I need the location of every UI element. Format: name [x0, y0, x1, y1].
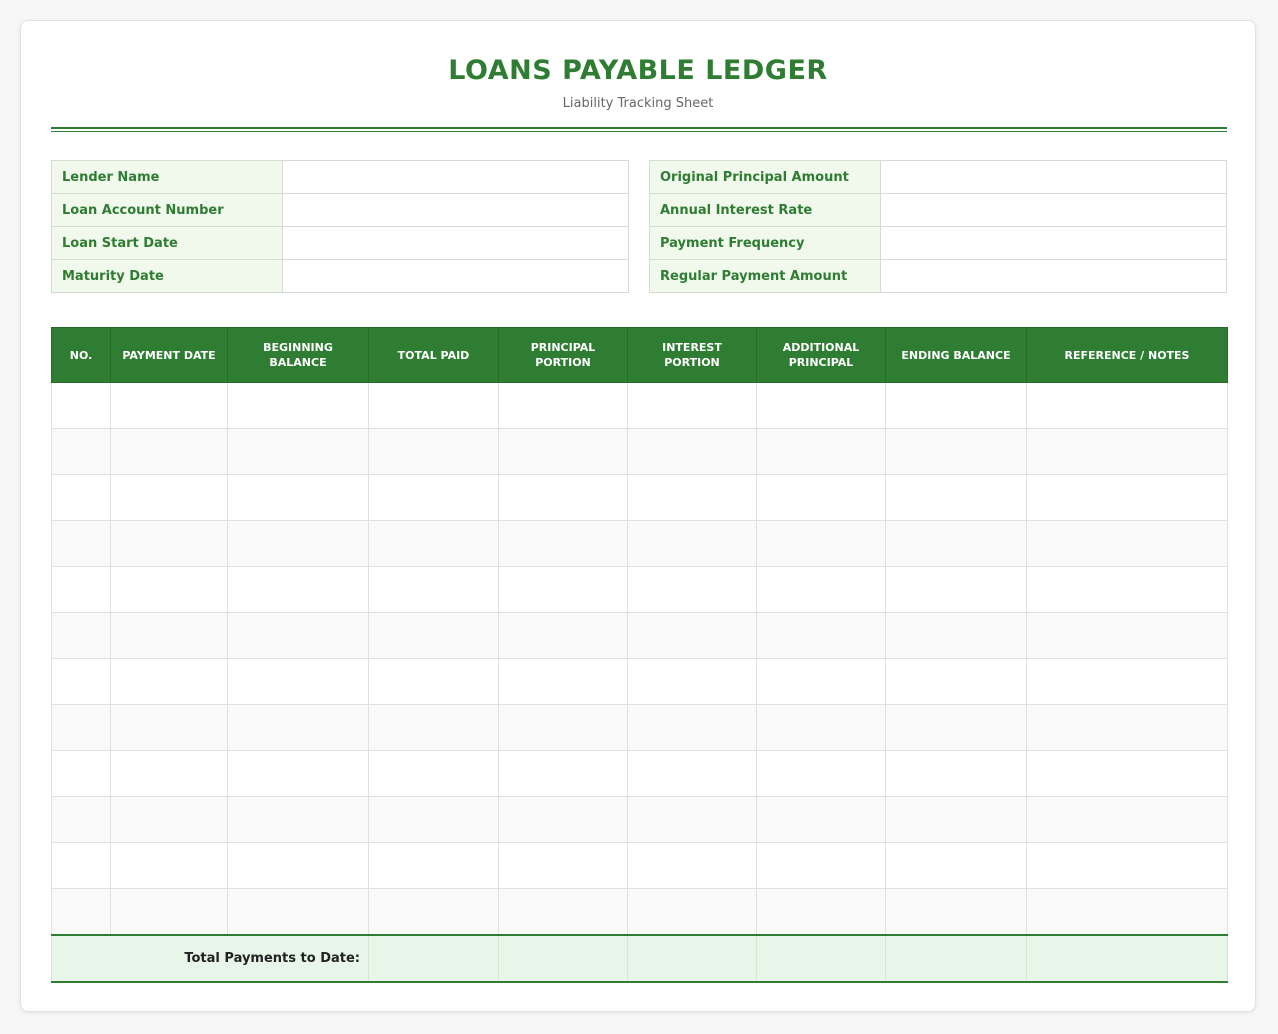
- ledger-cell[interactable]: [369, 797, 499, 843]
- total-cell[interactable]: [628, 935, 757, 982]
- ledger-cell[interactable]: [111, 613, 228, 659]
- annual-interest-rate-field[interactable]: [881, 194, 1227, 227]
- maturity-date-label: Maturity Date: [52, 260, 283, 293]
- ledger-cell[interactable]: [886, 843, 1027, 889]
- info-row: [52, 227, 629, 260]
- annual-interest-rate-label: Annual Interest Rate: [650, 194, 881, 227]
- table-row: [52, 613, 1228, 659]
- ledger-cell[interactable]: [499, 475, 628, 521]
- ledger-cell[interactable]: [628, 797, 757, 843]
- ledger-cell[interactable]: [628, 843, 757, 889]
- ledger-cell[interactable]: [228, 475, 369, 521]
- col-header-ending-balance: ENDING BALANCE: [886, 328, 1027, 383]
- ledger-cell[interactable]: [757, 705, 886, 751]
- ledger-cell[interactable]: [369, 751, 499, 797]
- col-header-additional-principal: ADDITIONAL PRINCIPAL: [757, 328, 886, 383]
- loan-start-date-label: Loan Start Date: [52, 227, 283, 260]
- ledger-cell[interactable]: [52, 613, 111, 659]
- ledger-cell[interactable]: [757, 567, 886, 613]
- col-header-reference-notes: REFERENCE / NOTES: [1027, 328, 1228, 383]
- info-row: [52, 194, 629, 227]
- ledger-cell[interactable]: [228, 613, 369, 659]
- ledger-cell[interactable]: [52, 429, 111, 475]
- ledger-cell[interactable]: [369, 521, 499, 567]
- ledger-cell[interactable]: [369, 383, 499, 429]
- ledger-cell[interactable]: [628, 613, 757, 659]
- ledger-cell[interactable]: [757, 797, 886, 843]
- ledger-cell[interactable]: [628, 429, 757, 475]
- ledger-cell[interactable]: [52, 567, 111, 613]
- ledger-cell[interactable]: [499, 659, 628, 705]
- ledger-cell[interactable]: [52, 659, 111, 705]
- ledger-cell[interactable]: [757, 889, 886, 935]
- ledger-header-row: [52, 328, 1228, 383]
- col-header-beginning-balance: BEGINNING BALANCE: [228, 328, 369, 383]
- ledger-cell[interactable]: [369, 705, 499, 751]
- table-row: [52, 751, 1228, 797]
- ledger-cell[interactable]: [228, 659, 369, 705]
- info-row: [650, 161, 1227, 194]
- ledger-cell[interactable]: [628, 383, 757, 429]
- ledger-cell[interactable]: [369, 659, 499, 705]
- ledger-cell[interactable]: [228, 797, 369, 843]
- total-cell[interactable]: [499, 935, 628, 982]
- ledger-cell[interactable]: [628, 475, 757, 521]
- ledger-cell[interactable]: [111, 797, 228, 843]
- table-row: [52, 705, 1228, 751]
- loan-info-left: [51, 160, 629, 293]
- header-divider: [51, 127, 1227, 129]
- info-row: [650, 194, 1227, 227]
- ledger-cell[interactable]: [886, 751, 1027, 797]
- table-row: [52, 475, 1228, 521]
- ledger-cell[interactable]: [499, 383, 628, 429]
- ledger-cell[interactable]: [369, 429, 499, 475]
- col-header-total-paid: TOTAL PAID: [369, 328, 499, 383]
- ledger-cell[interactable]: [1027, 429, 1228, 475]
- ledger-cell[interactable]: [886, 705, 1027, 751]
- ledger-cell[interactable]: [111, 383, 228, 429]
- ledger-cell[interactable]: [111, 429, 228, 475]
- table-row: [52, 889, 1228, 935]
- ledger-cell[interactable]: [369, 889, 499, 935]
- ledger-cell[interactable]: [52, 751, 111, 797]
- ledger-cell[interactable]: [886, 797, 1027, 843]
- ledger-cell[interactable]: [369, 843, 499, 889]
- ledger-cell[interactable]: [886, 475, 1027, 521]
- ledger-cell[interactable]: [1027, 797, 1228, 843]
- header-divider-thin: [51, 131, 1227, 132]
- ledger-cell[interactable]: [499, 613, 628, 659]
- ledger-cell[interactable]: [111, 889, 228, 935]
- ledger-cell[interactable]: [1027, 475, 1228, 521]
- ledger-cell[interactable]: [628, 751, 757, 797]
- ledger-cell[interactable]: [499, 521, 628, 567]
- info-row: [52, 260, 629, 293]
- col-header-payment-date: PAYMENT DATE: [111, 328, 228, 383]
- ledger-cell[interactable]: [52, 521, 111, 567]
- page-title: LOANS PAYABLE LEDGER: [448, 55, 828, 86]
- ledger-cell[interactable]: [499, 705, 628, 751]
- ledger-cell[interactable]: [111, 567, 228, 613]
- ledger-cell[interactable]: [1027, 751, 1228, 797]
- total-cell[interactable]: [886, 935, 1027, 982]
- original-principal-label: Original Principal Amount: [650, 161, 881, 194]
- col-header-interest-portion: INTEREST PORTION: [628, 328, 757, 383]
- totals-row: [52, 935, 1228, 982]
- ledger-cell[interactable]: [52, 797, 111, 843]
- loan-account-number-field[interactable]: [283, 194, 629, 227]
- totals-label: Total Payments to Date:: [52, 935, 369, 982]
- ledger-cell[interactable]: [228, 429, 369, 475]
- ledger-cell[interactable]: [111, 475, 228, 521]
- ledger-cell[interactable]: [499, 429, 628, 475]
- table-row: [52, 659, 1228, 705]
- payment-frequency-label: Payment Frequency: [650, 227, 881, 260]
- ledger-cell[interactable]: [757, 475, 886, 521]
- ledger-cell[interactable]: [757, 751, 886, 797]
- ledger-cell[interactable]: [1027, 705, 1228, 751]
- info-row: [52, 161, 629, 194]
- ledger-cell[interactable]: [52, 475, 111, 521]
- ledger-cell[interactable]: [228, 889, 369, 935]
- ledger-cell[interactable]: [111, 751, 228, 797]
- ledger-cell[interactable]: [52, 383, 111, 429]
- ledger-cell[interactable]: [52, 705, 111, 751]
- ledger-cell[interactable]: [886, 383, 1027, 429]
- ledger-cell[interactable]: [369, 567, 499, 613]
- ledger-cell[interactable]: [1027, 521, 1228, 567]
- original-principal-field[interactable]: [881, 161, 1227, 194]
- ledger-cell[interactable]: [757, 613, 886, 659]
- col-header-no: NO.: [52, 328, 111, 383]
- ledger-cell[interactable]: [369, 475, 499, 521]
- ledger-cell[interactable]: [1027, 843, 1228, 889]
- total-cell[interactable]: [757, 935, 886, 982]
- ledger-cell[interactable]: [886, 521, 1027, 567]
- ledger-cell[interactable]: [757, 521, 886, 567]
- lender-name-field[interactable]: [283, 161, 629, 194]
- table-row: [52, 567, 1228, 613]
- payment-frequency-field[interactable]: [881, 227, 1227, 260]
- ledger-cell[interactable]: [499, 843, 628, 889]
- table-row: [52, 429, 1228, 475]
- ledger-cell[interactable]: [757, 843, 886, 889]
- ledger-cell[interactable]: [628, 521, 757, 567]
- maturity-date-field[interactable]: [283, 260, 629, 293]
- ledger-cell[interactable]: [111, 843, 228, 889]
- ledger-cell[interactable]: [886, 613, 1027, 659]
- ledger-cell[interactable]: [369, 613, 499, 659]
- ledger-cell[interactable]: [628, 705, 757, 751]
- table-row: [52, 383, 1228, 429]
- ledger-cell[interactable]: [1027, 383, 1228, 429]
- loan-start-date-field[interactable]: [283, 227, 629, 260]
- table-row: [52, 797, 1228, 843]
- ledger-cell[interactable]: [52, 843, 111, 889]
- regular-payment-label: Regular Payment Amount: [650, 260, 881, 293]
- ledger-cell[interactable]: [111, 659, 228, 705]
- page-subtitle: Liability Tracking Sheet: [562, 96, 714, 111]
- ledger-cell[interactable]: [886, 889, 1027, 935]
- table-row: [52, 521, 1228, 567]
- ledger-cell[interactable]: [499, 889, 628, 935]
- ledger-cell[interactable]: [757, 429, 886, 475]
- regular-payment-field[interactable]: [881, 260, 1227, 293]
- ledger-cell[interactable]: [628, 659, 757, 705]
- ledger-cell[interactable]: [52, 889, 111, 935]
- ledger-cell[interactable]: [228, 843, 369, 889]
- ledger-cell[interactable]: [886, 429, 1027, 475]
- ledger-cell[interactable]: [228, 383, 369, 429]
- info-row: [650, 260, 1227, 293]
- total-cell[interactable]: [1027, 935, 1228, 982]
- ledger-cell[interactable]: [499, 567, 628, 613]
- total-cell[interactable]: [369, 935, 499, 982]
- ledger-cell[interactable]: [228, 751, 369, 797]
- ledger-cell[interactable]: [499, 751, 628, 797]
- ledger-cell[interactable]: [228, 567, 369, 613]
- info-row: [650, 227, 1227, 260]
- ledger-cell[interactable]: [1027, 659, 1228, 705]
- ledger-cell[interactable]: [228, 521, 369, 567]
- ledger-sheet: [20, 20, 1256, 1012]
- col-header-principal-portion: PRINCIPAL PORTION: [499, 328, 628, 383]
- loan-account-number-label: Loan Account Number: [52, 194, 283, 227]
- ledger-cell[interactable]: [886, 567, 1027, 613]
- ledger-cell[interactable]: [499, 797, 628, 843]
- ledger-cell[interactable]: [111, 521, 228, 567]
- loan-info-right: [649, 160, 1227, 293]
- ledger-cell[interactable]: [1027, 567, 1228, 613]
- ledger-cell[interactable]: [228, 705, 369, 751]
- payment-ledger-table: [51, 327, 1228, 983]
- ledger-cell[interactable]: [757, 383, 886, 429]
- table-row: [52, 843, 1228, 889]
- ledger-cell[interactable]: [1027, 889, 1228, 935]
- ledger-cell[interactable]: [628, 889, 757, 935]
- ledger-cell[interactable]: [628, 567, 757, 613]
- ledger-cell[interactable]: [111, 705, 228, 751]
- lender-name-label: Lender Name: [52, 161, 283, 194]
- ledger-cell[interactable]: [886, 659, 1027, 705]
- ledger-cell[interactable]: [1027, 613, 1228, 659]
- ledger-cell[interactable]: [757, 659, 886, 705]
